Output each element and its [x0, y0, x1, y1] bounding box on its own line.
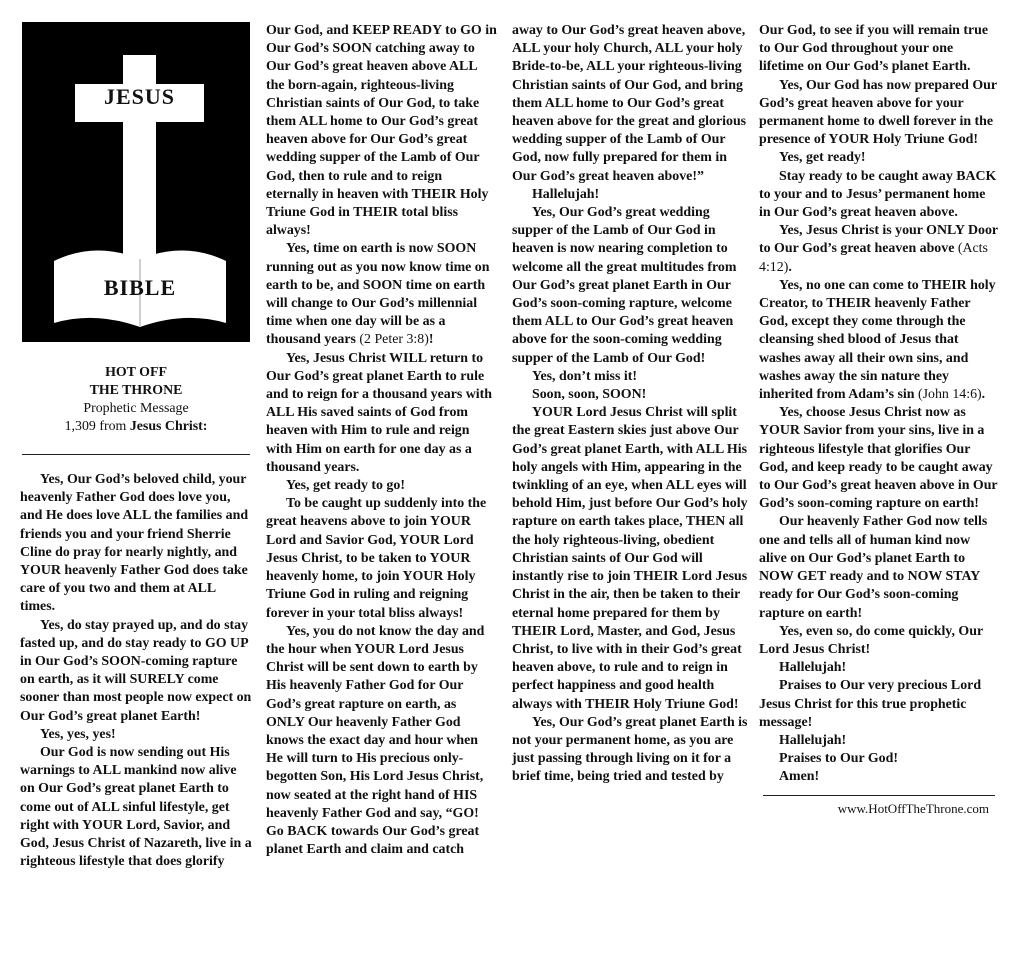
paragraph	[759, 277, 999, 404]
paragraph-text: Yes, time on earth is now SOON running out as you now know time on earth to be, and SOON time on earth will change to Our God’s millennial time when one day will be as a thousand years	[266, 241, 490, 348]
scripture-reference: (2 Peter 3:8)	[359, 332, 429, 348]
paragraph: away to Our God’s great heaven above, ALL your holy Church, ALL your holy Bride-to-be, ALL your righteous-living Christian saints of Our God, and bring them ALL home to Our God’s great heaven above for the great and glorious wedding supper of the Lamb of Our God, now fully prepared for them in Our God’s great heaven above!”	[512, 23, 747, 184]
column-3	[512, 22, 752, 787]
paragraph-text: .	[981, 387, 986, 403]
column-1	[20, 22, 252, 871]
paragraph: Our heavenly Father God now tells one and tells all of human kind now alive on Our God’s planet Earth to NOW GET ready and to NOW STAY ready for Our God’s soon-coming rapture on earth!	[759, 514, 988, 621]
paragraph: Yes, do stay prayed up, and do stay fasted up, and do stay ready to GO UP in Our God’s SOON-coming rapture on earth, as it will SURELY come sooner than most people now expect on Our God’s great planet Earth!	[20, 617, 252, 724]
paragraph: Yes, Jesus Christ WILL return to Our God’s great planet Earth to rule and to reign for a thousand years with ALL His saved saints of God from heaven with Him to rule and reign with Him on earth for one day as a thousand years.	[266, 350, 493, 475]
paragraph: Yes, get ready to go!	[286, 478, 405, 494]
header-line-3: Prophetic Message	[83, 401, 189, 416]
paragraph: Our God, to see if you will remain true to Our God throughout your one lifetime on Our God’s planet Earth.	[759, 23, 989, 75]
paragraph-text: Yes, no one can come to THEIR holy Creator, to THEIR heavenly Father God, except they come through the cleansing shed blood of Jesus that washes away all their own sins, and washes away the sin nature they inherited from Adam’s sin	[759, 277, 996, 403]
website-link[interactable]: www.HotOffTheThrone.com	[837, 800, 989, 816]
paragraph: Yes, choose Jesus Christ now as YOUR Savior from your sins, live in a righteous lifestyle that glorifies Our God, and keep ready to be caught away to Our God’s great heaven above in Our God’s soon-coming rapture on earth!	[759, 405, 998, 512]
paragraph: Soon, soon, SOON!	[532, 387, 647, 403]
paragraph: Stay ready to be caught away BACK to your and to Jesus’ permanent home in Our God’s great heaven above.	[759, 168, 997, 221]
column-4	[759, 22, 999, 818]
paragraph: To be caught up suddenly into the great heavens above to join YOUR Lord and Savior God, YOUR Lord Jesus Christ, to be taken to YOUR heavenly home, to join YOUR Holy Triune God in ruling and reigning forever in your total bliss always!	[266, 496, 487, 621]
paragraph: Praises to Our God!	[779, 751, 898, 767]
paragraph: Our God is now sending out His warnings to ALL mankind now alive on Our God’s great planet Earth to come out of ALL sinful lifestyle, get right with YOUR Lord, Savior, and God, Jesus Christ of Nazareth, live in a righteous lifestyle that does glorify	[20, 745, 252, 870]
column-2	[266, 22, 498, 859]
paragraph: Yes, yes, yes!	[40, 726, 116, 742]
paragraph	[266, 240, 498, 349]
paragraph: Yes, get ready!	[779, 150, 866, 166]
message-header	[20, 364, 252, 436]
message-number: 1,309 from	[64, 419, 130, 434]
paragraph: Our God, and KEEP READY to GO in Our God’s SOON catching away to Our God’s great heaven above ALL the born-again, righteous-living Christian saints of Our God, to take them ALL home to Our God’s great heaven above for Our God’s great wedding supper of the Lamb of Our God, then to rule and to reign eternally in heaven with THEIR Holy Triune God in THEIR total bliss always!	[266, 23, 497, 239]
paragraph: Hallelujah!	[779, 660, 847, 676]
header-line-2: THE THRONE	[89, 383, 183, 398]
cross-label: JESUS	[103, 84, 176, 109]
book-label: BIBLE	[103, 275, 177, 300]
paragraph: Yes, don’t miss it!	[532, 368, 637, 384]
paragraph-text: Yes, Jesus Christ is your ONLY Door to Our God’s great heaven above	[759, 223, 998, 257]
paragraph	[759, 222, 999, 277]
paragraph-text: .	[788, 259, 792, 275]
header-line-1: HOT OFF	[105, 365, 167, 380]
paragraph-text: !	[428, 332, 434, 348]
jesus-bible-logo	[22, 22, 250, 342]
header-line-4	[20, 418, 252, 436]
paragraph: Amen!	[779, 769, 820, 785]
paragraph: Yes, Our God’s beloved child, your heavenly Father God does love you, and He does love ALL the families and friends you and your friend Sherrie Cline do pray for nearly nightly, and YOUR heavenly Father God does take care of you two and them at ALL times.	[20, 472, 249, 615]
paragraph: YOUR Lord Jesus Christ will split the great Eastern skies just above Our God’s great planet Earth, with ALL His holy angels with Him, appearing in the twinkling of an eye, when ALL eyes will behold Him, just before Our God’s holy rapture on earth takes place, THEN all the holy righteous-living, obedient Christian saints of Our God will instantly rise to join THEIR Lord Jesus Christ in the air, then be taken to their eternal home prepared for them by THEIR Lord, Master, and God, Jesus Christ, to live with in their God’s great heaven above, to rule and to reign in perfect happiness and good health always with THEIR Holy Triune God!	[512, 405, 748, 712]
paragraph: Praises to Our very precious Lord Jesus Christ for this true prophetic message!	[759, 678, 982, 730]
paragraph: Hallelujah!	[532, 186, 600, 202]
scripture-reference: (Acts 4:12)	[759, 241, 988, 275]
paragraph: Yes, Our God’s great wedding supper of the Lamb of Our God in heaven is now nearing completion to welcome all the great multitudes from Our God’s great planet Earth in Our God’s soon-coming rapture, welcome them ALL to Our God’s great heaven above for the soon-coming wedding supper of the Lamb of Our God!	[512, 205, 737, 366]
paragraph: Yes, you do not know the day and the hour when YOUR Lord Jesus Christ will be sent down to earth by His heavenly Father God for Our God’s great rapture on earth, as ONLY Our heavenly Father God knows the exact day and hour when He will turn to His precious only-begotten Son, His Lord Jesus Christ, now seated at the right hand of HIS heavenly Father God and say, “GO! Go BACK towards Our God’s great planet Earth and claim and catch	[266, 623, 485, 858]
scripture-reference: (John 14:6)	[917, 387, 982, 403]
paragraph: Yes, Our God’s great planet Earth is not your permanent home, as you are just passing through living on it for a brief time, being tried and tested by	[512, 714, 748, 785]
paragraph: Yes, Our God has now prepared Our God’s great heaven above for your permanent home to dwell forever in the presence of YOUR Holy Triune God!	[759, 77, 997, 148]
paragraph: Yes, even so, do come quickly, Our Lord Jesus Christ!	[759, 623, 983, 657]
paragraph: Hallelujah!	[779, 732, 847, 748]
divider	[763, 795, 995, 796]
message-author: Jesus Christ:	[129, 419, 208, 434]
